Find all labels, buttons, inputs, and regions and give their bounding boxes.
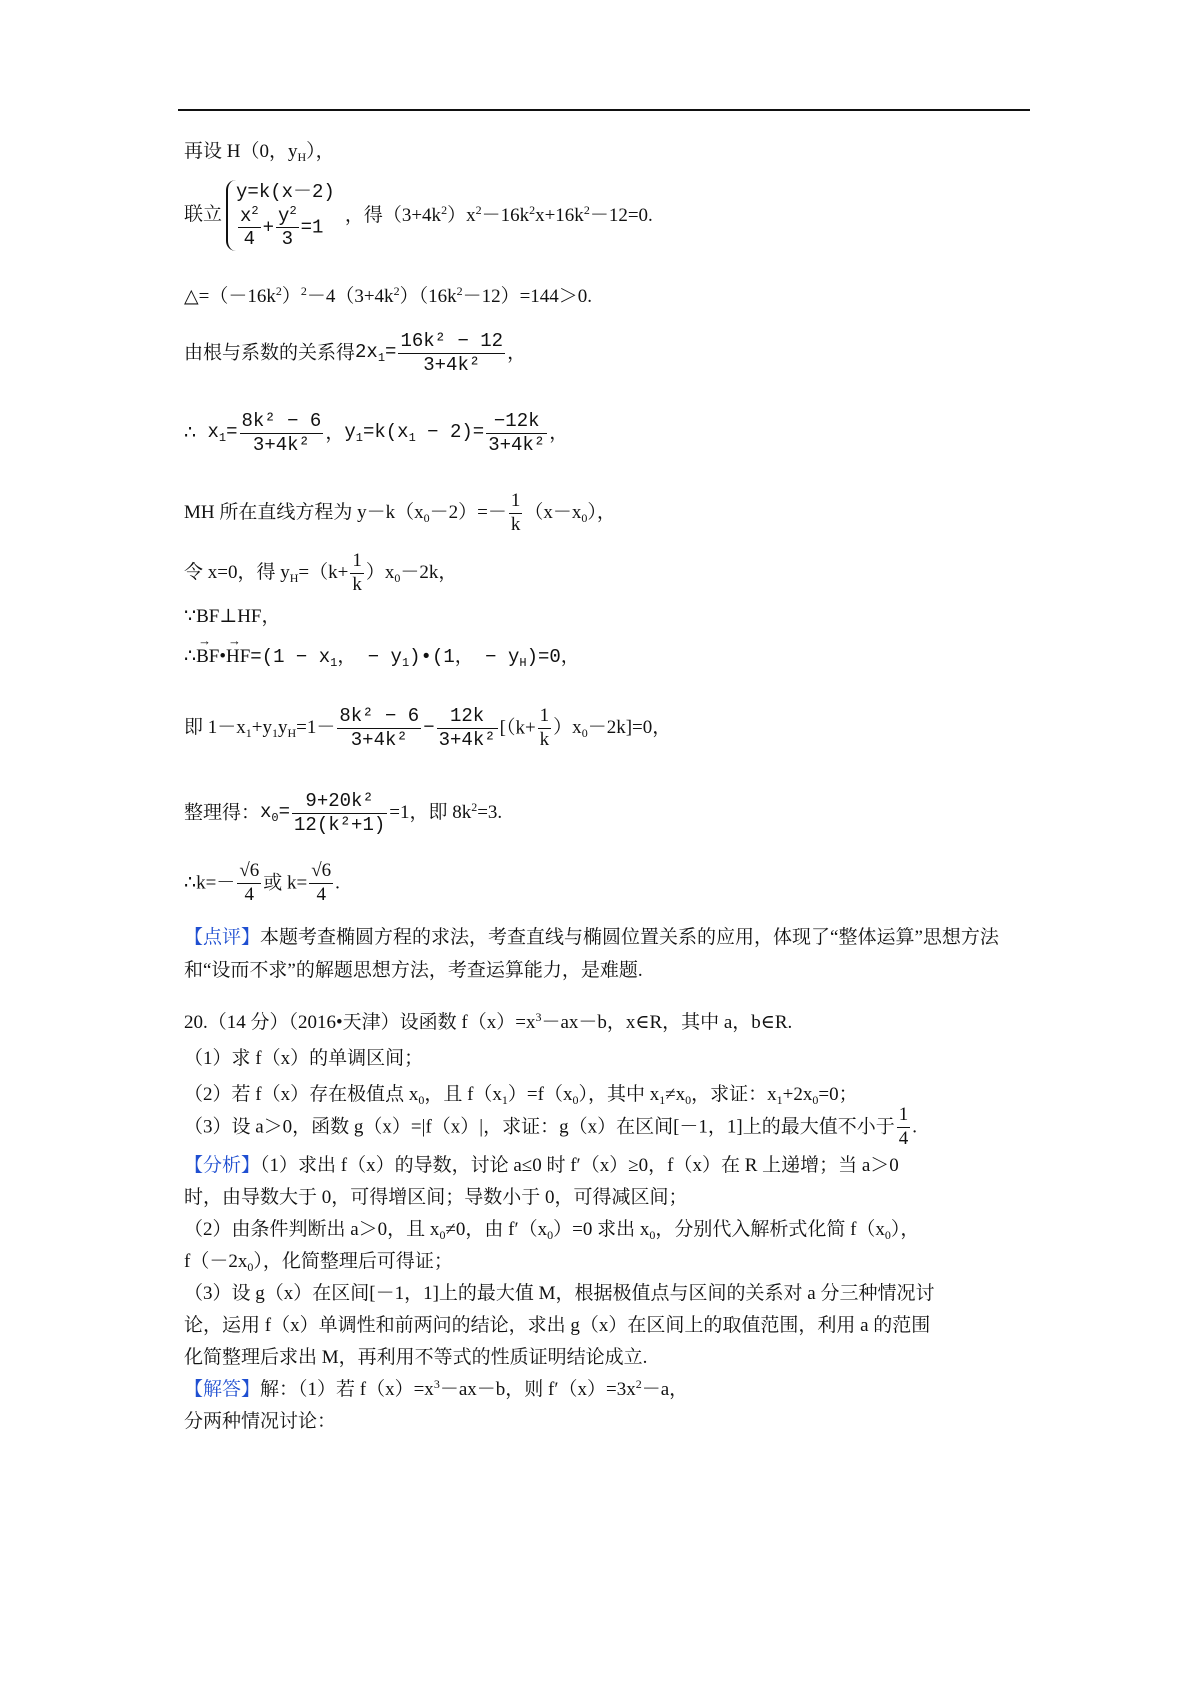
fraction: $\frac{x^2}{4}$ [240, 203, 259, 251]
fraction: $\frac{1}{k}$ [510, 490, 521, 535]
line-root-relation: 由根与系数的关系得$2x_1=$ $\frac{\text{16k² − 12}}{\text{3+4k²}}$ ， [184, 330, 527, 376]
review-paragraph [184, 921, 1034, 988]
line-x1-y1: ∴ $x_1=$ $\frac{\text{8k² − 6}}{\text{3+4k²}}$ ，$y_1=k(x_1 - 2)=$ $\frac{-12k}{\text{3+4k²}}$ ， [184, 410, 569, 456]
fraction: $\frac{-12k}{\text{3+4k²}}$ [488, 410, 546, 456]
line-simplify: 整理得：$x_0=$ $\frac{\text{9+20k²}}{\text{12(k²+1)}}$ =1，即 $8k^2=3$. [184, 790, 503, 836]
fraction: $\frac{\text{8k² − 6}}{\text{3+4k²}}$ [339, 705, 420, 751]
fraction: $\frac{√6}{4}$ [239, 860, 260, 905]
line-let-x0: 令 x=0，得 $y_H=(k+$ $\frac{1}{k}$ ）$x_0-2k$， [184, 550, 458, 595]
analysis-line-2: 时，由导数大于 0，可得增区间；导数小于 0，可得减区间； [184, 1187, 688, 1208]
analysis-line-5: （3）设 g（x）在区间[－1，1]上的最大值 M，根据极值点与区间的关系对 a 分三种情况讨 [184, 1283, 935, 1304]
line-k-result: ∴k=－ $\frac{√6}{4}$ 或 k= $\frac{√6}{4}$ . [184, 860, 340, 905]
fraction: $\frac{1}{k}$ [539, 705, 550, 750]
fraction: $\frac{√6}{4}$ [311, 860, 332, 905]
fraction: $\frac{y^2}{3}$ [278, 203, 297, 251]
q20-title: 20.（14 分）（2016•天津）设函数 $f(x)=x^3-ax-b$，x∈R，其中 a，b∈R. [184, 1010, 793, 1033]
review-text: 本题考查椭圆方程的求法，考查直线与椭圆位置关系的应用，体现了“整体运算”思想方法和“设而不求”的解题思想方法，考查运算能力，是难题. [184, 927, 999, 982]
text: 联立 [184, 204, 223, 225]
review-tag: 【点评】 [184, 927, 261, 948]
analysis-line-3: （2）由条件判断出 a＞0，且 $x_0\ne 0$，由 $f'(x_0)=0$ 求出 $x_0$，分别代入解析式化简 $f(x_0)$， [184, 1219, 920, 1242]
fraction: $\frac{\text{16k² − 12}}{\text{3+4k²}}$ [400, 330, 504, 376]
answer-tag: 【解答】 [184, 1379, 261, 1400]
text: 再设 H（0，y [184, 141, 298, 162]
line-system [184, 180, 653, 251]
system-eq-2: $\frac{x^2}{4}$ + $\frac{y^2}{3}$ =1 [240, 203, 324, 251]
answer-line-1: 【解答】解：（1）若 $f(x)=x^3-ax-b$，则 $f'(x)=3x^2-a$， [184, 1377, 689, 1400]
answer-line-2: 分两种情况讨论： [184, 1411, 337, 1432]
line-mh: MH 所在直线方程为 $y-k(x_0-2)=-$ $\frac{1}{k}$ $(x-x_0)$， [184, 490, 616, 535]
fraction: $\frac{1}{4}$ [898, 1104, 909, 1149]
q20-part-1: （1）求 f（x）的单调区间； [184, 1048, 424, 1069]
fraction: $\frac{\text{9+20k²}}{\text{12(k²+1)}}$ [294, 790, 386, 836]
system-result: ，得$(3+4k^2)x^2-16k^2x+16k^2-12=0$. [344, 202, 653, 226]
line-dot-product: ∴→ BF•→ $HF=(1 - x_1$， − $y_1)•(1$， − $y_H)=0$， [184, 645, 580, 670]
line-delta: $\triangle=(-16k^2)^2-4(3+4k^2)(16k^2-12)=144>0$. [184, 284, 593, 307]
analysis-line-7: 化简整理后求出 M，再利用不等式的性质证明结论成立. [184, 1347, 648, 1368]
q20-part-3: （3）设 a＞0，函数 g（x）=|f（x）|，求证：g（x）在区间[－1，1]上的最大值不小于 $\frac{1}{4}$ . [184, 1104, 917, 1149]
line-set-h [184, 140, 335, 164]
fraction: $\frac{\text{8k² − 6}}{\text{3+4k²}}$ [241, 410, 322, 456]
text: ）， [306, 141, 335, 162]
analysis-line-6: 论，运用 f（x）单调性和前两问的结论，求出 g（x）在区间上的取值范围，利用 a 的范围 [184, 1315, 931, 1336]
line-because: ∵BF⊥HF， [184, 606, 281, 627]
system-eq-1: y=k(x－2) [236, 181, 335, 203]
q20-part-2: （2）若 f（x）存在极值点 $x_0$，且 $f(x_1)=f(x_0)$，其中 $x_1\ne x_0$，求证：$x_1+2x_0=0$； [184, 1084, 858, 1107]
equation-system [226, 180, 341, 251]
vector-hf: → HF [226, 645, 250, 669]
header-rule [178, 109, 1030, 111]
analysis-tag: 【分析】 [184, 1155, 261, 1176]
analysis-line-4: $f(-2x_0)$，化简整理后可得证； [184, 1251, 453, 1274]
vector-bf: → BF [196, 645, 219, 669]
sub: H [297, 150, 307, 164]
line-expand: 即 $1-x_1+y_1y_H=1-$ $\frac{\text{8k² − 6}}{\text{3+4k²}}$ − $\frac{12k}{\text{3+4k²}}$ [（k+ $\frac{1}{k}$ ）$x_0-2k]=0$， [184, 705, 672, 751]
fraction: $\frac{12k}{\text{3+4k²}}$ [438, 705, 496, 751]
fraction: $\frac{1}{k}$ [352, 550, 362, 595]
analysis-line-1: 【分析】（1）求出 f（x）的导数，讨论 a≤0 时 f′（x）≥0，f（x）在 R 上递增；当 a＞0 [184, 1155, 899, 1176]
